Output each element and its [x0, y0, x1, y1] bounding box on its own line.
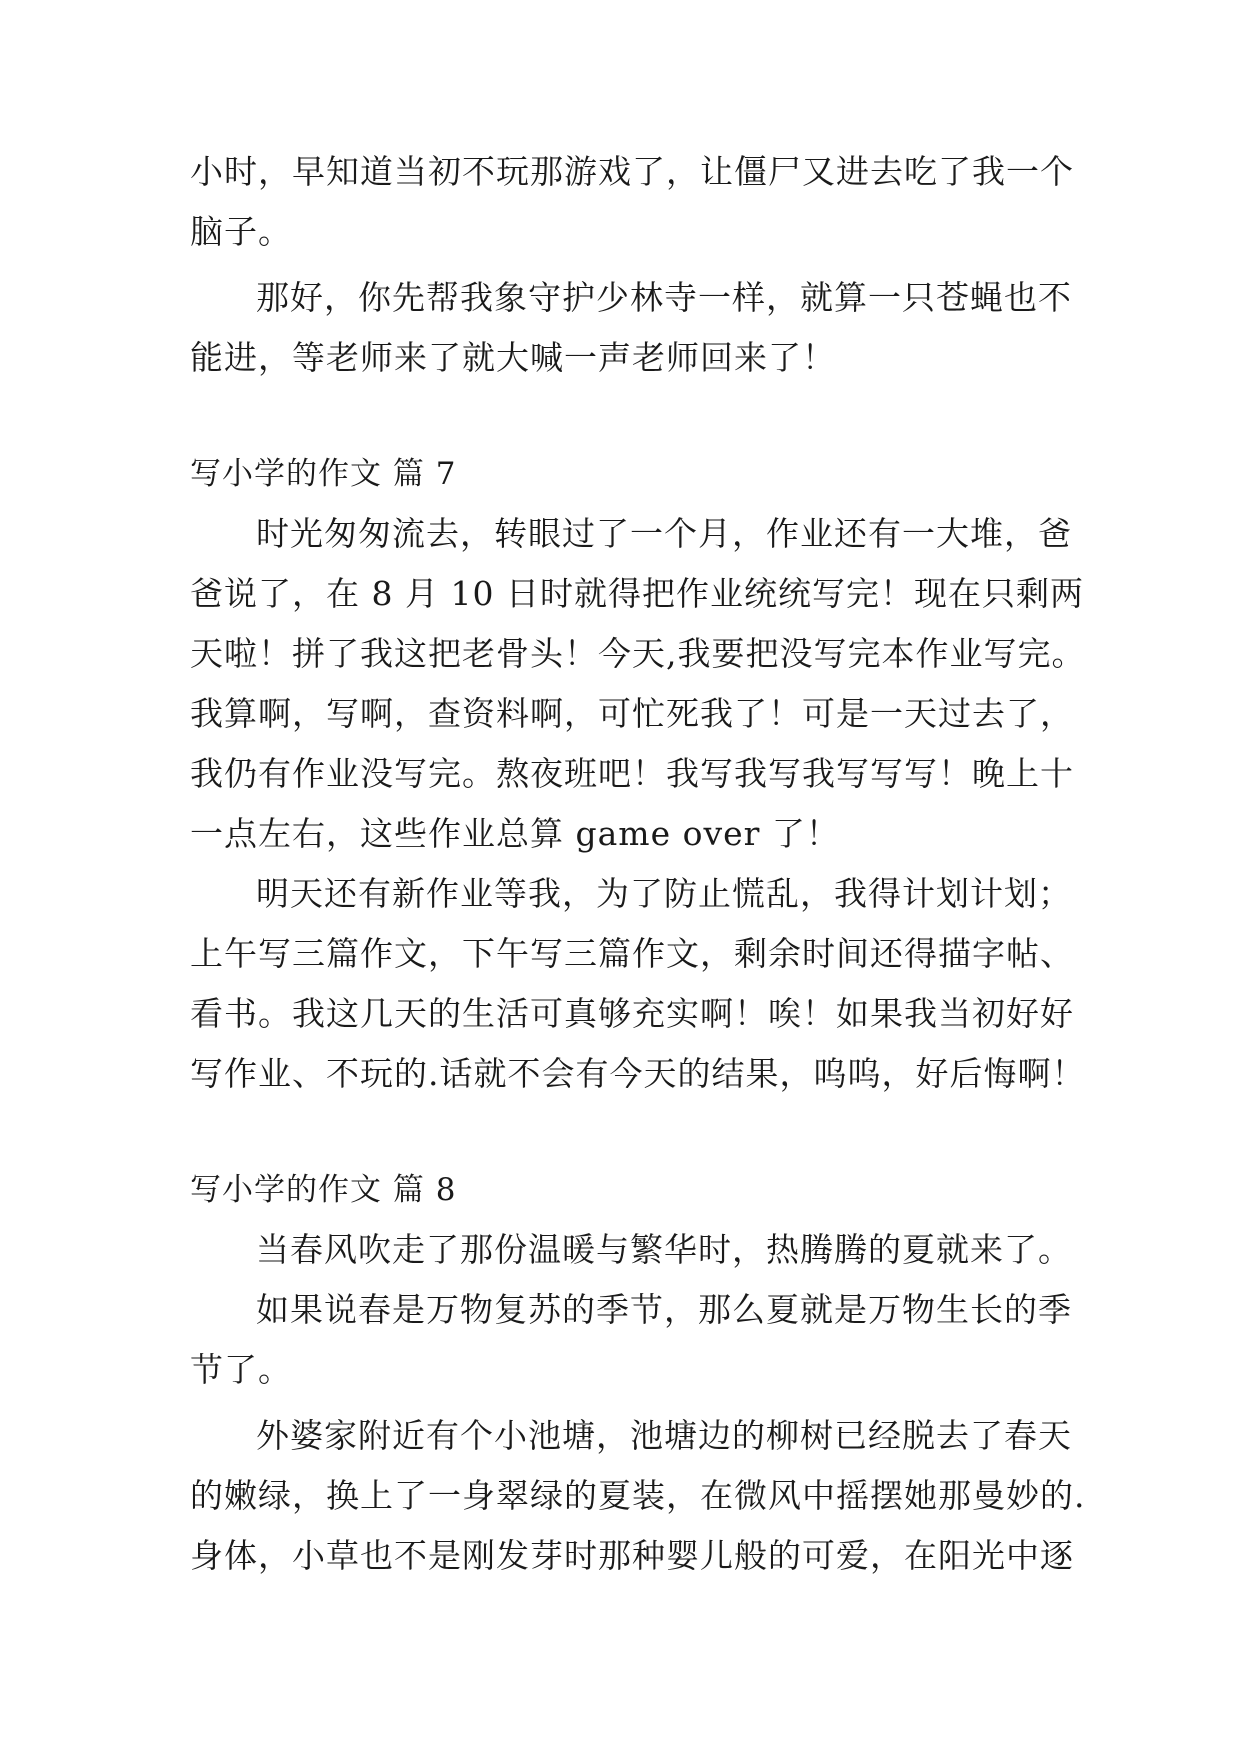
text-line: 天啦！拼了我这把老骨头！今天,我要把没写完本作业写完。: [190, 634, 1086, 673]
text-line: 当春风吹走了那份温暖与繁华时，热腾腾的夏就来了。: [256, 1230, 1072, 1269]
text-line: 节了。: [190, 1350, 292, 1389]
text-line: 上午写三篇作文，下午写三篇作文，剩余时间还得描字帖、: [190, 934, 1074, 973]
section-heading: 写小学的作文 篇 8: [190, 1172, 457, 1208]
text-line: 的嫩绿，换上了一身翠绿的夏装，在微风中摇摆她那曼妙的.: [190, 1476, 1086, 1515]
text-line: 时光匆匆流去，转眼过了一个月，作业还有一大堆，爸: [256, 514, 1072, 553]
text-line: 那好，你先帮我象守护少林寺一样，就算一只苍蝇也不: [256, 278, 1072, 317]
text-line: 我仍有作业没写完。熬夜班吧！我写我写我写写写！晚上十: [190, 754, 1074, 793]
text-line: 看书。我这几天的生活可真够充实啊！唉！如果我当初好好: [190, 994, 1074, 1033]
text-line: 能进，等老师来了就大喊一声老师回来了！: [190, 338, 836, 377]
text-line: 写作业、不玩的.话就不会有今天的结果，呜呜，好后悔啊！: [190, 1054, 1086, 1093]
text-line: 一点左右，这些作业总算 game over 了！: [190, 814, 840, 853]
text-line: 脑子。: [190, 212, 292, 251]
text-line: 外婆家附近有个小池塘，池塘边的柳树已经脱去了春天: [256, 1416, 1072, 1455]
text-line: 身体，小草也不是刚发芽时那种婴儿般的可爱，在阳光中逐: [190, 1536, 1074, 1575]
text-line: 明天还有新作业等我，为了防止慌乱，我得计划计划；: [256, 874, 1072, 913]
text-line: 我算啊，写啊，查资料啊，可忙死我了！可是一天过去了，: [190, 694, 1074, 733]
text-line: 爸说了，在 8 月 10 日时就得把作业统统写完！现在只剩两: [190, 574, 1084, 613]
section-heading: 写小学的作文 篇 7: [190, 456, 457, 492]
text-line: 如果说春是万物复苏的季节，那么夏就是万物生长的季: [256, 1290, 1072, 1329]
text-line: 小时，早知道当初不玩那游戏了，让僵尸又进去吃了我一个: [190, 152, 1074, 191]
